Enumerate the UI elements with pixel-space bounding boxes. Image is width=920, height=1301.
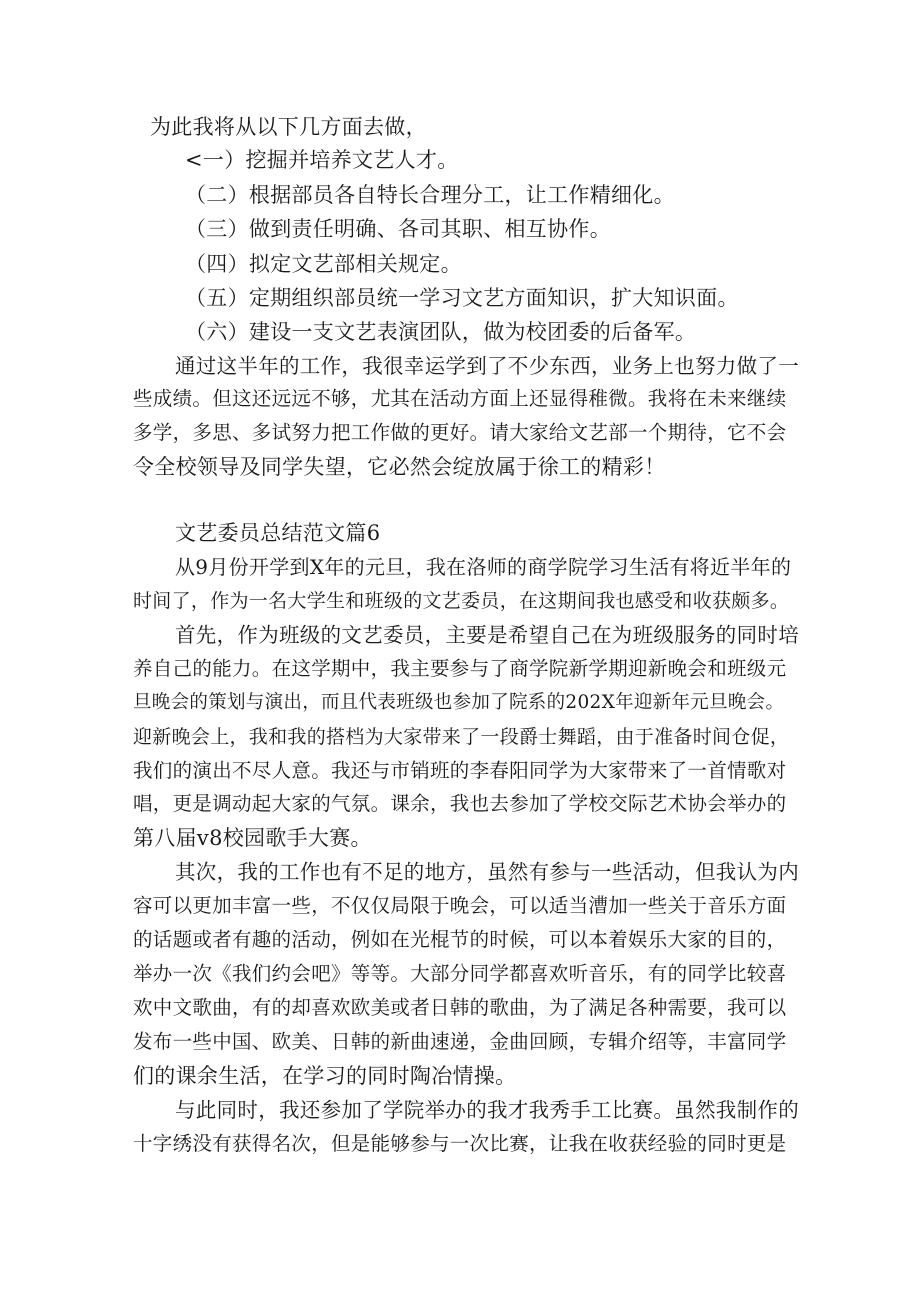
paragraph-line: 养自己的能力。在这学期中，我主要参与了商学院新学期迎新晚会和班级元 (133, 657, 787, 680)
paragraph-line: 旦晚会的策划与演出，而且代表班级也参加了院系的202X年迎新年元旦晚会。 (133, 692, 785, 713)
plan-item: （三）做到责任明确、各司其职、相互协作。 (185, 217, 611, 241)
paragraph-line: 些成绩。但这还远远不够，尤其在活动方面上还显得稚微。我将在未来继续 (133, 387, 787, 410)
paragraph-line: 们的课余生活，在学习的同时陶冶情操。 (133, 1064, 517, 1088)
plan-item: （四）拟定文艺部相关规定。 (185, 252, 462, 276)
paragraph-line: 唱，更是调动起大家的气氛。课余，我也去参加了学校交际艺术协会举办的 (133, 792, 787, 815)
plan-item: （五）定期组织部员统一学习文艺方面知识，扩大知识面。 (185, 286, 739, 310)
paragraph-line: 我们的演出不尽人意。我还与市销班的李春阳同学为大家带来了一首情歌对 (133, 759, 787, 782)
paragraph-line: 令全校领导及同学失望，它必然会绽放属于徐工的精彩！ (133, 455, 666, 479)
paragraph-line: 与此同时，我还参加了学院举办的我才我秀手工比赛。虽然我制作的 (175, 1098, 799, 1122)
section-title: 文艺委员总结范文篇6 (175, 521, 381, 545)
paragraph-line: 欢中文歌曲，有的却喜欢欧美或者日韩的歌曲，为了满足各种需要，我可以 (133, 996, 787, 1019)
paragraph-line: 首先，作为班级的文艺委员，主要是希望自己在为班级服务的同时培 (175, 623, 799, 647)
paragraph-line: 十字绣没有获得名次，但是能够参与一次比赛，让我在收获经验的同时更是 (133, 1132, 787, 1155)
plan-item: （二）根据部员各自特长合理分工，让工作精细化。 (185, 183, 675, 207)
paragraph-line: 第八届v8校园歌手大赛。 (133, 826, 372, 850)
paragraph-line: 时间了，作为一名大学生和班级的文艺委员，在这期间我也感受和收获颇多。 (133, 590, 790, 612)
plan-item: <一）挖掘并培养文艺人才。 (185, 148, 459, 172)
paragraph-line: 的话题或者有趣的活动，例如在光棍节的时候，可以本着娱乐大家的目的， (133, 928, 787, 951)
paragraph-line: 其次，我的工作也有不足的地方，虽然有参与一些活动，但我认为内 (175, 860, 799, 884)
paragraph-line: 通过这半年的工作，我很幸运学到了不少东西，业务上也努力做了一 (175, 354, 799, 378)
paragraph-line: 迎新晚会上，我和我的搭档为大家带来了一段爵士舞蹈，由于准备时间仓促， (133, 726, 790, 748)
plan-item: （六）建设一支文艺表演团队，做为校团委的后备军。 (185, 320, 697, 344)
paragraph-line: 举办一次《我们约会吧》等等。大部分同学都喜欢听音乐，有的同学比较喜 (133, 962, 787, 985)
paragraph-line: 容可以更加丰富一些，不仅仅局限于晚会，可以适当漕加一些关于音乐方面 (133, 894, 787, 917)
paragraph-line: 从9月份开学到X年的元旦，我在洛师的商学院学习生活有将近半年的 (175, 555, 792, 579)
paragraph-line: 发布一些中国、欧美、日韩的新曲速递，金曲回顾，专辑介绍等，丰富同学 (133, 1030, 787, 1053)
intro-line: 为此我将从以下几方面去做， (150, 115, 427, 139)
paragraph-line: 多学，多思、多试努力把工作做的更好。请大家给文艺部一个期待，它不会 (133, 421, 787, 444)
